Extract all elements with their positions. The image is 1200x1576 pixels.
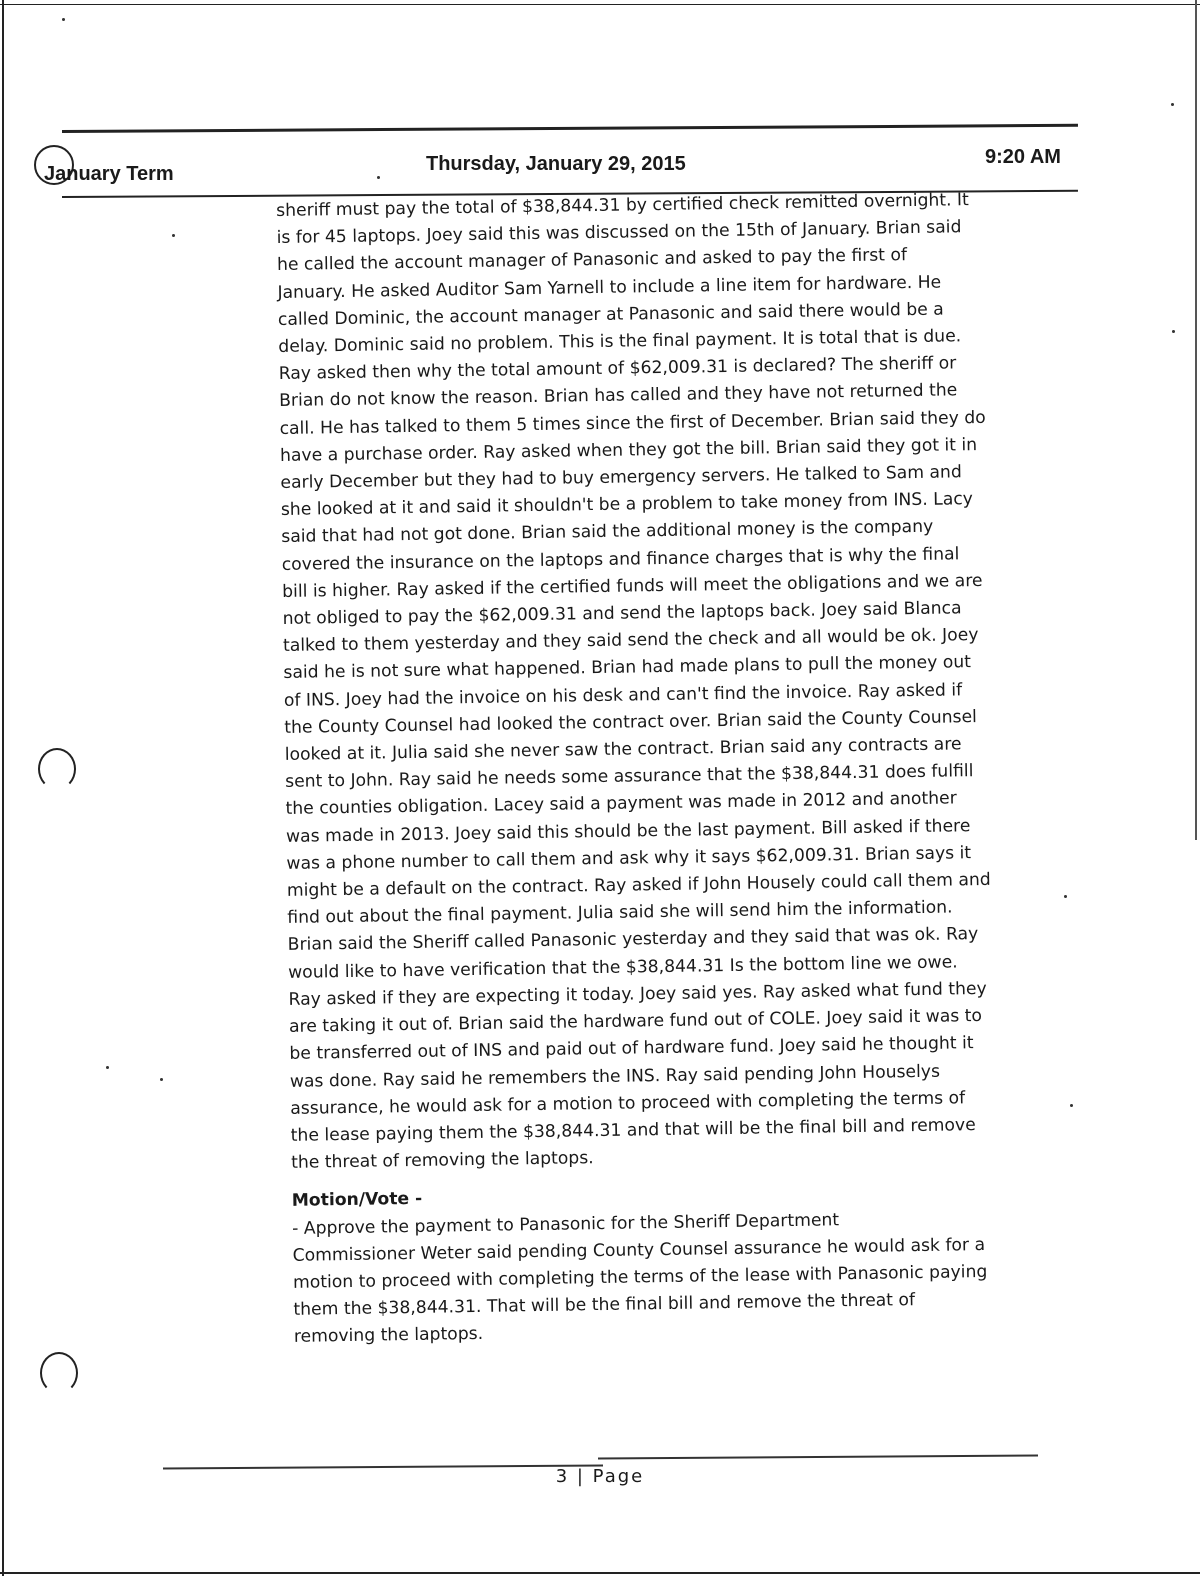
body-text-line: delay. Dominic said no problem. This is the final payment. It is total that is due. (278, 326, 962, 357)
body-text-line: called Dominic, the account manager at Panasonic and said there would be a (277, 299, 944, 330)
body-text-line: the lease paying them the $38,844.31 and that will be the final bill and remove (290, 1115, 976, 1146)
scan-speck (1171, 103, 1174, 106)
body-text-line: not obliged to pay the $62,009.31 and send the laptops back. Joey said Blanca (282, 598, 962, 629)
body-text-line: Ray asked if they are expecting it today. Joey said yes. Ray asked what fund they (288, 978, 987, 1010)
body-text-line: said that had not got done. Brian said the additional money is the company (281, 517, 934, 548)
body-text-line: sheriff must pay the total of $38,844.31 by certified check remitted overnight. It (276, 190, 969, 221)
body-text-line: is for 45 laptops. Joey said this was discussed on the 15th of January. Brian said (276, 217, 962, 249)
body-text-line: looked at it. Julia said she never saw the contract. Brian said any contracts are (284, 734, 962, 765)
body-text-line: call. He has talked to them 5 times since the first of December. Brian said they do (279, 407, 986, 439)
body-text-line: was done. Ray said he remembers the INS. Ray said pending John Houselys (289, 1061, 941, 1092)
scan-speck (377, 176, 380, 179)
body-text-line: talked to them yesterday and they said send the check and all would be ok. Joey (282, 625, 979, 657)
body-text-line: of INS. Joey had the invoice on his desk and can't find the invoice. Ray asked if (283, 679, 963, 711)
body-text-line: find out about the final payment. Julia said she will send him the information. (287, 897, 953, 929)
body-text-line: Ray asked then why the total amount of $62,009.31 is declared? The sheriff or (278, 353, 957, 385)
body-text-line: said he is not sure what happened. Brian had made plans to pull the money out (283, 652, 972, 684)
scan-edge-left (2, 0, 4, 1576)
motion-text-line: removing the laptops. (293, 1324, 484, 1348)
motion-paragraph (292, 1203, 1054, 1351)
header-term: January Term (44, 163, 174, 185)
body-text-line: was a phone number to call them and ask why it says $62,009.31. Brian says it (286, 843, 972, 874)
header-rule-top (62, 124, 1078, 133)
scan-speck (106, 1066, 109, 1069)
footer-rule-right (598, 1454, 1038, 1459)
motion-heading: Motion/Vote - (291, 1189, 423, 1212)
body-text-line: Brian said the Sheriff called Panasonic yesterday and they said that was ok. Ray (287, 924, 979, 956)
header-time: 9:20 AM (985, 146, 1061, 168)
scan-speck (1064, 895, 1067, 898)
body-text-line: was made in 2013. Joey said this should be the last payment. Bill asked if there (285, 815, 971, 847)
body-text-line: covered the insurance on the laptops and finance charges that is why the final (281, 543, 960, 575)
body-text-line: January. He asked Auditor Sam Yarnell to include a line item for hardware. He (277, 272, 942, 303)
minutes-paragraph (276, 186, 1051, 1177)
scan-edge-bottom (0, 1572, 1200, 1574)
scan-speck (1172, 330, 1175, 333)
punch-hole-middle (38, 748, 76, 790)
body-text-line: bill is higher. Ray asked if the certified funds will meet the obligations and we are (282, 570, 983, 602)
scan-speck (62, 18, 65, 21)
page-number: 3 | Page (555, 1466, 645, 1487)
scan-speck (1070, 1104, 1073, 1107)
body-text-line: assurance, he would ask for a motion to proceed with completing the terms of (290, 1087, 966, 1119)
body-text-line: sent to John. Ray said he needs some assurance that the $38,844.31 does fulfill (285, 761, 974, 793)
body-text-line: the County Counsel had looked the contract over. Brian said the County Counsel (284, 706, 978, 738)
scan-speck (160, 1078, 163, 1081)
punch-hole-lower (40, 1352, 78, 1394)
body-text-line: might be a default on the contract. Ray asked if John Housely could call them and (286, 869, 991, 901)
motion-text-line: motion to proceed with completing the terms of the lease with Panasonic paying (292, 1261, 988, 1293)
body-text-line: have a purchase order. Ray asked when they got the bill. Brian said they got it in (279, 434, 978, 466)
scan-edge-top (0, 4, 1200, 5)
body-text-line: are taking it out of. Brian said the hardware fund out of COLE. Joey said it was to (288, 1006, 983, 1037)
body-text-line: he called the account manager of Panasonic and asked to pay the first of (276, 245, 908, 276)
motion-text-line: - Approve the payment to Panasonic for the Sheriff Department (292, 1209, 840, 1239)
minutes-body (276, 186, 1054, 1351)
motion-text-line: them the $38,844.31. That will be the final bill and remove the threat of (293, 1290, 916, 1320)
body-text-line: be transferred out of INS and paid out of hardware fund. Joey said he thought it (289, 1033, 974, 1065)
motion-text-line: Commissioner Weter said pending County Counsel assurance he would ask for a (292, 1234, 986, 1266)
scan-edge-right (1195, 0, 1197, 840)
body-text-line: she looked at it and said it shouldn't be a problem to take money from INS. Lacy (280, 489, 974, 521)
body-text-line: early December but they had to buy emergency servers. He talked to Sam and (280, 462, 962, 493)
body-text-line: the counties obligation. Lacey said a payment was made in 2012 and another (285, 788, 957, 820)
scan-speck (172, 234, 175, 237)
body-text-line: would like to have verification that the $38,844.31 Is the bottom line we owe. (288, 952, 958, 983)
body-text-line: the threat of removing the laptops. (291, 1148, 594, 1173)
header-date: Thursday, January 29, 2015 (426, 153, 686, 175)
body-text-line: Brian do not know the reason. Brian has called and they have not returned the (279, 380, 958, 412)
